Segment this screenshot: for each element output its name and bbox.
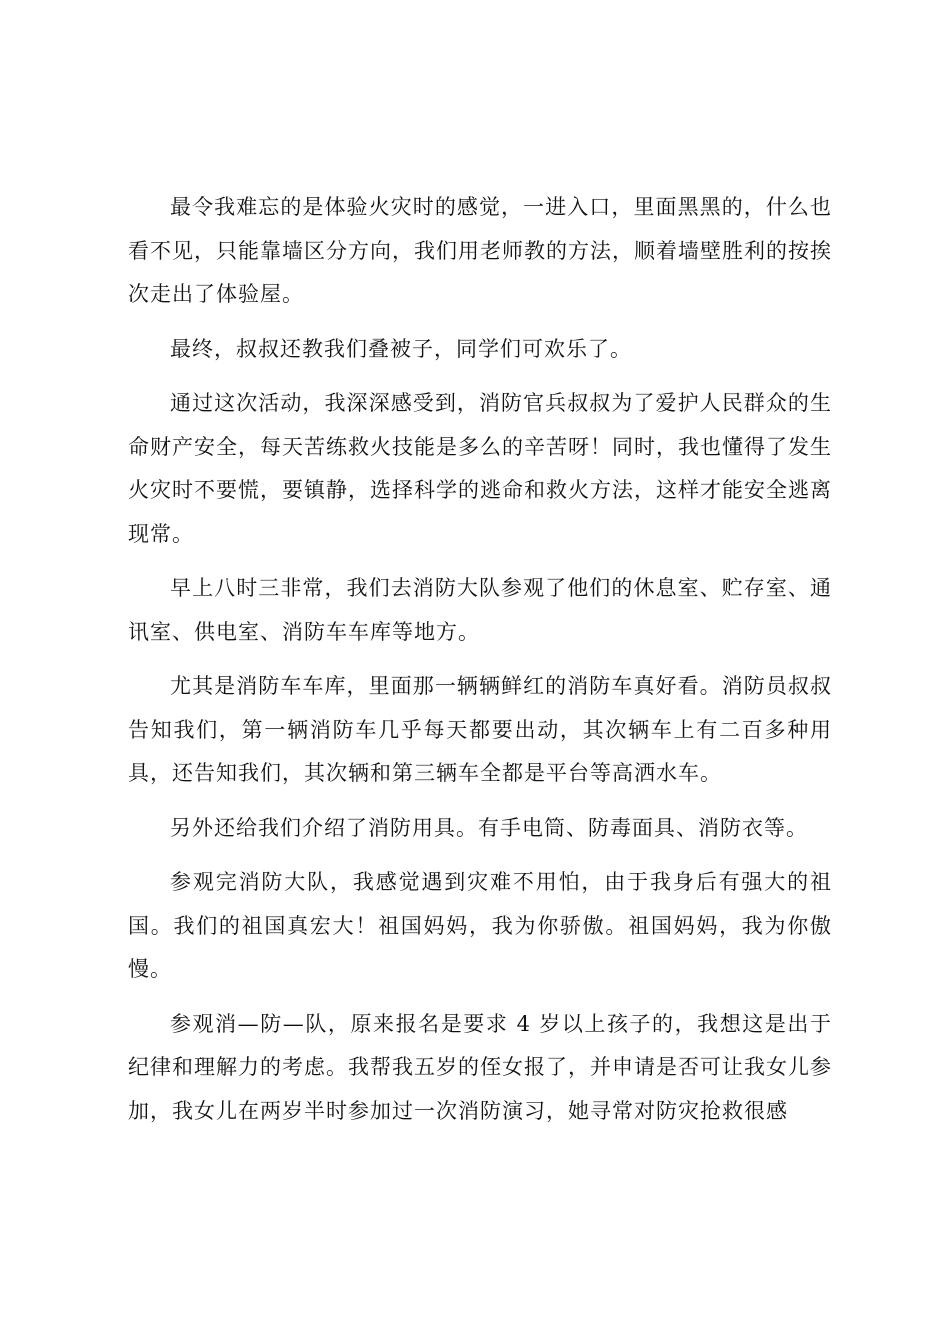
paragraph-3: 通过这次活动，我深深感受到，消防官兵叔叔为了爱护人民群众的生命财产安全，每天苦练救火技能是多么的辛苦呀！同时，我也懂得了发生火灾时不要慌，要镇静，选择科学的逃命和救火方法，这样才能安全逃离现常。 [128, 391, 832, 546]
paragraph-8: 参观消—防—队，原来报名是要求 4 岁以上孩子的，我想这是出于纪律和理解力的考虑。我帮我五岁的侄女报了，并申请是否可让我女儿参加，我女儿在两岁半时参加过一次消防演习，她寻常对防灾抢救很感 [128, 1011, 832, 1123]
paragraph-1: 最令我难忘的是体验火灾时的感觉，一进入口，里面黑黑的，什么也看不见，只能靠墙区分方向，我们用老师教的方法，顺着墙壁胜利的按挨次走出了体验屋。 [128, 195, 832, 306]
paragraph-6: 另外还给我们介绍了消防用具。有手电筒、防毒面具、消防衣等。 [170, 815, 808, 840]
paragraph-7: 参观完消防大队，我感觉遇到灾难不用怕，由于我身后有强大的祖国。我们的祖国真宏大！祖国妈妈，我为你骄傲。祖国妈妈，我为你傲慢。 [128, 870, 832, 981]
paragraph-2: 最终，叔叔还教我们叠被子，同学们可欢乐了。 [170, 336, 632, 361]
paragraph-4: 早上八时三非常，我们去消防大队参观了他们的休息室、贮存室、通讯室、供电室、消防车车库等地方。 [128, 576, 832, 644]
paragraph-5: 尤其是消防车车库，里面那一辆辆鲜红的消防车真好看。消防员叔叔告知我们，第一辆消防车几乎每天都要出动，其次辆车上有二百多种用具，还告知我们，其次辆和第三辆车全都是平台等高洒水车。 [128, 674, 832, 785]
document-body [128, 186, 832, 1144]
